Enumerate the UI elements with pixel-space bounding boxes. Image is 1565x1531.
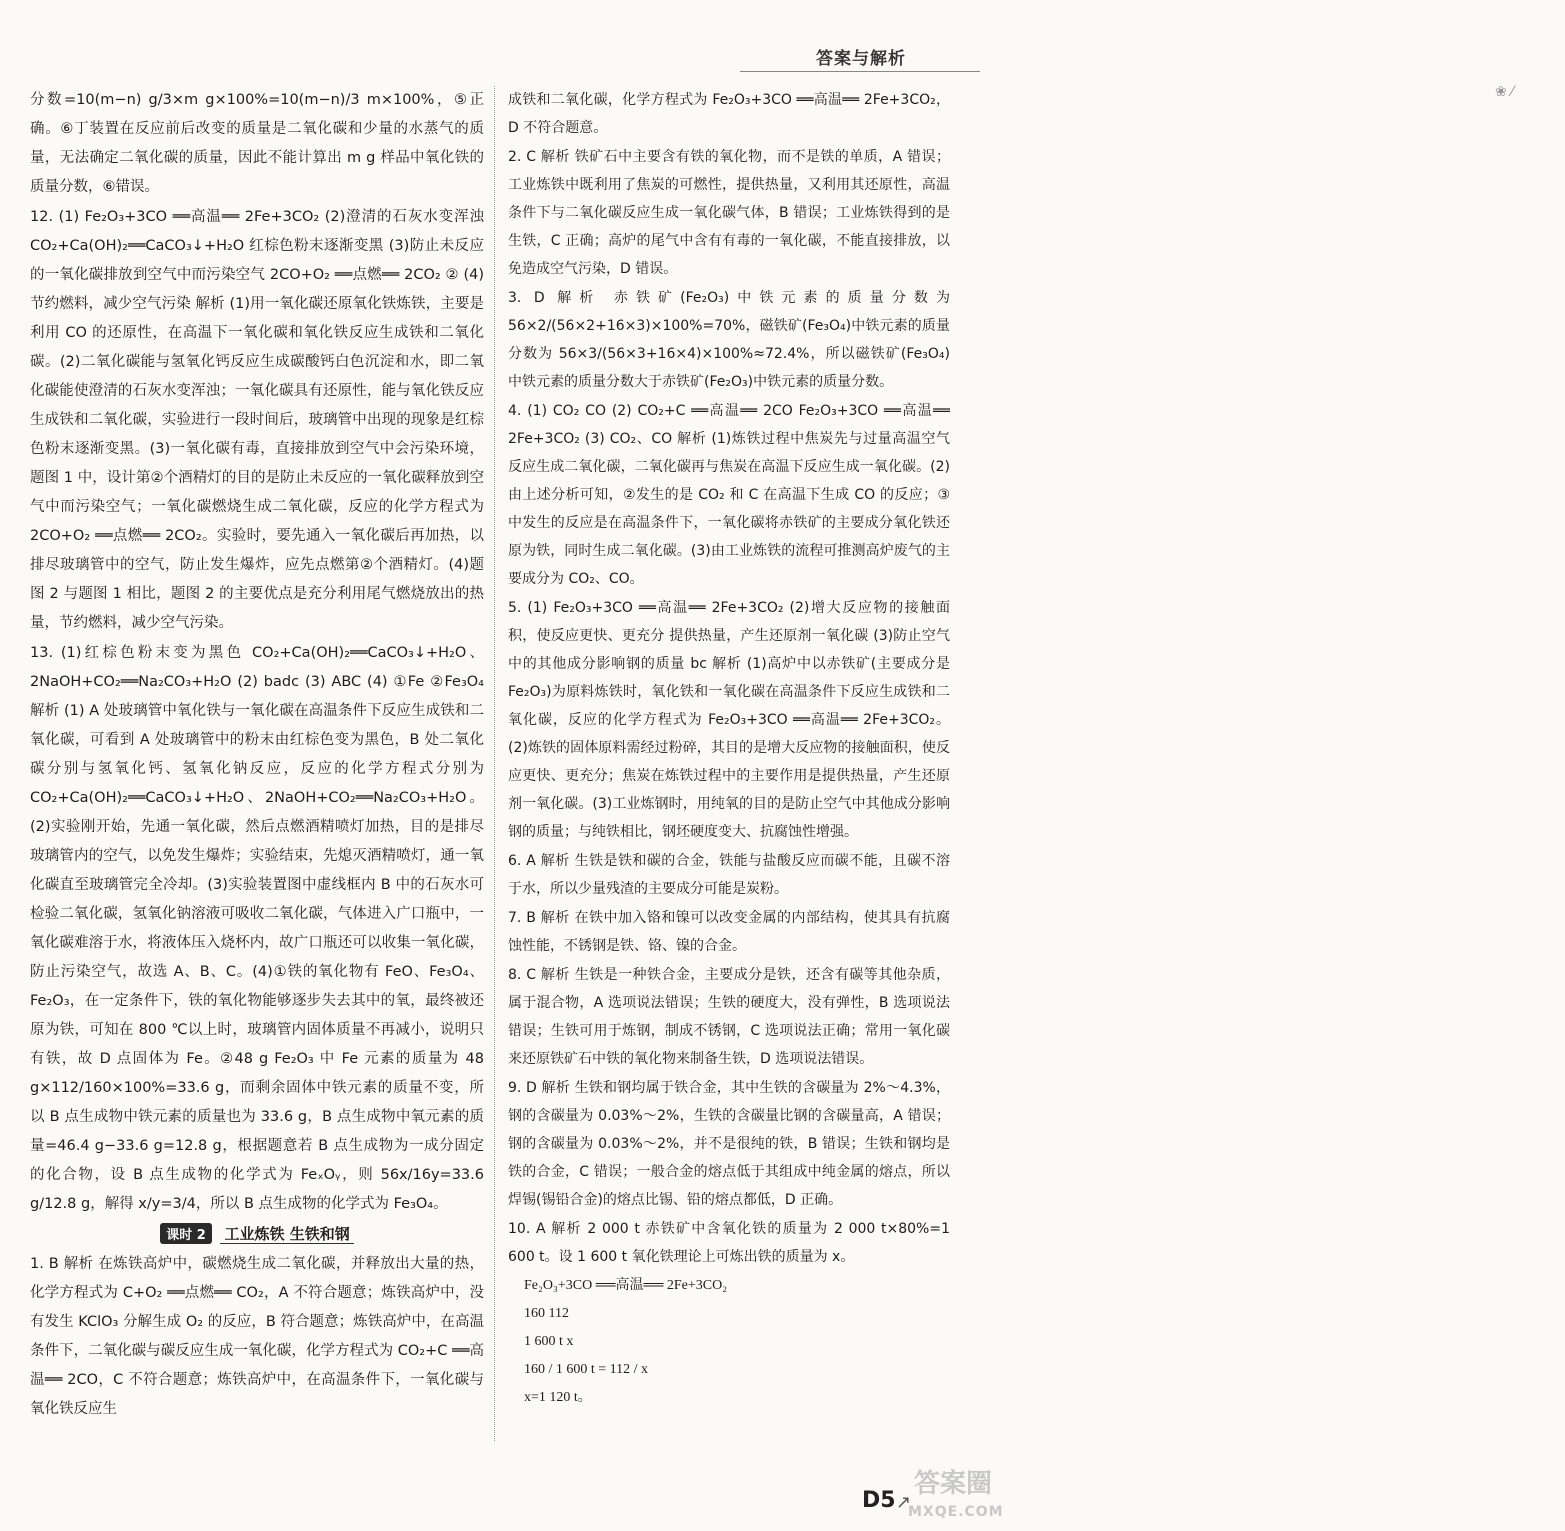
lesson-name: 工业炼铁 生铁和钢 <box>220 1225 353 1244</box>
decoration-icon: ❀ ⁄ <box>1495 84 1514 100</box>
answer-l2-1-tail: 成铁和二氧化碳，化学方程式为 Fe₂O₃+3CO ══高温══ 2Fe+3CO₂，D 不符合题意。 <box>508 92 950 136</box>
header-title: 答案与解析 <box>816 49 906 69</box>
answer-l2-1: 1. B 解析 在炼铁高炉中，碳燃烧生成二氧化碳，并释放出大量的热，化学方程式为 C+O₂ ══点燃══ CO₂，A 不符合题意；炼铁高炉中，没有发生 KClO₃ 分解生成 O₂ 的反应，B 符合题意；炼铁高炉中，在高温条件下，二氧化碳与碳反应生成一氧化碳，化学方程式为 CO₂+C ══高温══ 2CO，C 不符合题意；炼铁高炉中，在高温条件下，一氧化碳与氧化铁反应生 <box>30 1256 484 1417</box>
answer-l2-10: 10. A 解析 2 000 t 赤铁矿中含氧化铁的质量为 2 000 t×80%=1 600 t。设 1 600 t 氧化铁理论上可炼出铁的质量为 x。 <box>508 1221 950 1265</box>
calculation-block <box>524 1272 950 1412</box>
calc-result: x=1 120 t。 <box>524 1390 592 1405</box>
page-corner-icon: ↗ <box>896 1492 912 1513</box>
lesson-heading <box>30 1223 484 1244</box>
calc-proportion: 160 / 1 600 t = 112 / x <box>524 1362 649 1377</box>
watermark-top: 答案圈 <box>913 1469 992 1499</box>
page-number: D5 <box>862 1488 896 1513</box>
calc-equation: Fe₂O₃+3CO ══高温══ 2Fe+3CO₂ <box>524 1278 728 1293</box>
answer-l2-9: 9. D 解析 生铁和钢均属于铁合金，其中生铁的含碳量为 2%～4.3%，钢的含碳量为 0.03%～2%，生铁的含碳量比钢的含碳量高，A 错误；钢的含碳量为 0.03%～2%，并不是很纯的铁，B 错误；生铁和钢均是铁的合金，C 错误；一般合金的熔点低于其组成中纯金属的熔点，所以焊锡(锡铅合金)的熔点比锡、铅的熔点都低，D 正确。 <box>508 1080 950 1208</box>
calc-masses: 1 600 t x <box>524 1334 574 1349</box>
answer-11-tail: 分数=10(m−n) g/3×m g×100%=10(m−n)/3 m×100%，⑤正确。⑥丁装置在反应前后改变的质量是二氧化碳和少量的水蒸气的质量，无法确定二氧化碳的质量，因此不能计算出 m g 样品中氧化铁的质量分数，⑥错误。 <box>30 92 484 195</box>
lesson-badge: 课时 2 <box>160 1223 212 1244</box>
answer-13: 13. (1)红棕色粉末变为黑色 CO₂+Ca(OH)₂══CaCO₃↓+H₂O、2NaOH+CO₂══Na₂CO₃+H₂O (2) badc (3) ABC (4) ①Fe ②Fe₃O₄ 解析 (1) A 处玻璃管中氧化铁与一氧化碳在高温条件下反应生成铁和二氧化碳，可看到 A 处玻璃管中的粉末由红棕色变为黑色，B 处二氧化碳分别与氢氧化钙、氢氧化钠反应，反应的化学方程式分别为 CO₂+Ca(OH)₂══CaCO₃↓+H₂O、2NaOH+CO₂══Na₂CO₃+H₂O。(2)实验刚开始，先通一氧化碳，然后点燃酒精喷灯加热，目的是排尽玻璃管内的空气，以免发生爆炸；实验结束，先熄灭酒精喷灯，通一氧化碳直至玻璃管完全冷却。(3)实验装置图中虚线框内 B 中的石灰水可检验二氧化碳，氢氧化钠溶液可吸收二氧化碳，气体进入广口瓶中，一氧化碳难溶于水，将液体压入烧杯内，故广口瓶还可以收集一氧化碳，防止污染空气，故选 A、B、C。(4)①铁的氧化物有 FeO、Fe₃O₄、Fe₂O₃，在一定条件下，铁的氧化物能够逐步失去其中的氧，最终被还原为铁，可知在 800 ℃以上时，玻璃管内固体质量不再减小，说明只有铁，故 D 点固体为 Fe。②48 g Fe₂O₃ 中 Fe 元素的质量为 48 g×112/160×100%=33.6 g，而剩余固体中铁元素的质量不变，所以 B 点生成物中铁元素的质量也为 33.6 g，B 点生成物中氧元素的质量=46.4 g−33.6 g=12.8 g，根据题意若 B 点生成物为一成分固定的化合物，设 B 点生成物的化学式为 FeₓOᵧ，则 56x/16y=33.6 g/12.8 g，解得 x/y=3/4，所以 B 点生成物的化学式为 Fe₃O₄。 <box>30 645 484 1212</box>
answer-l2-3: 3. D 解析 赤铁矿(Fe₂O₃)中铁元素的质量分数为 56×2/(56×2+16×3)×100%=70%，磁铁矿(Fe₃O₄)中铁元素的质量分数为 56×3/(56×3+16×4)×100%≈72.4%，所以磁铁矿(Fe₃O₄)中铁元素的质量分数大于赤铁矿(Fe₂O₃)中铁元素的质量分数。 <box>508 290 950 390</box>
answer-l2-2: 2. C 解析 铁矿石中主要含有铁的氧化物，而不是铁的单质，A 错误；工业炼铁中既利用了焦炭的可燃性，提供热量，又利用其还原性，高温条件下与二氧化碳反应生成一氧化碳气体，B 错误；工业炼铁得到的是生铁，C 正确；高炉的尾气中含有有毒的一氧化碳，不能直接排放，以免造成空气污染，D 错误。 <box>508 149 950 277</box>
watermark-bottom: MXQE.COM <box>908 1504 1004 1520</box>
column-divider <box>494 86 495 1441</box>
answer-l2-7: 7. B 解析 在铁中加入铬和镍可以改变金属的内部结构，使其具有抗腐蚀性能，不锈钢是铁、铬、镍的合金。 <box>508 910 950 954</box>
header-rule <box>740 71 980 72</box>
answer-l2-8: 8. C 解析 生铁是一种铁合金，主要成分是铁，还含有碳等其他杂质，属于混合物，A 选项说法错误；生铁的硬度大，没有弹性，B 选项说法错误；生铁可用于炼钢，制成不锈钢，C 选项说法正确；常用一氧化碳来还原铁矿石中铁的氧化物来制备生铁，D 选项说法错误。 <box>508 967 950 1067</box>
right-column <box>508 86 950 1441</box>
watermark-logo <box>908 1469 1004 1530</box>
page-header <box>740 40 1514 100</box>
answer-12: 12. (1) Fe₂O₃+3CO ══高温══ 2Fe+3CO₂ (2)澄清的石灰水变浑浊 CO₂+Ca(OH)₂══CaCO₃↓+H₂O 红棕色粉末逐渐变黑 (3)防止未反应的一氧化碳排放到空气中而污染空气 2CO+O₂ ══点燃══ 2CO₂ ② (4)节约燃料，减少空气污染 解析 (1)用一氧化碳还原氧化铁炼铁，主要是利用 CO 的还原性，在高温下一氧化碳和氧化铁反应生成铁和二氧化碳。(2)二氧化碳能与氢氧化钙反应生成碳酸钙白色沉淀和水，即二氧化碳能使澄清的石灰水变浑浊；一氧化碳具有还原性，能与氧化铁反应生成铁和二氧化碳，实验进行一段时间后，玻璃管中出现的现象是红棕色粉末逐渐变黑。(3)一氧化碳有毒，直接排放到空气中会污染环境，题图 1 中，设计第②个酒精灯的目的是防止未反应的一氧化碳释放到空气中而污染空气；一氧化碳燃烧生成二氧化碳，反应的化学方程式为 2CO+O₂ ══点燃══ 2CO₂。实验时，要先通入一氧化碳后再加热，以排尽玻璃管中的空气，防止发生爆炸，应先点燃第②个酒精灯。(4)题图 2 与题图 1 相比，题图 2 的主要优点是充分利用尾气燃烧放出的热量，节约燃料，减少空气污染。 <box>30 209 484 631</box>
answer-l2-4: 4. (1) CO₂ CO (2) CO₂+C ══高温══ 2CO Fe₂O₃+3CO ══高温══ 2Fe+3CO₂ (3) CO₂、CO 解析 (1)炼铁过程中焦炭先与过量高温空气反应生成二氧化碳，二氧化碳再与焦炭在高温下反应生成一氧化碳。(2)由上述分析可知，②发生的是 CO₂ 和 C 在高温下生成 CO 的反应；③中发生的反应是在高温条件下，一氧化碳将赤铁矿的主要成分氧化铁还原为铁，同时生成二氧化碳。(3)由工业炼铁的流程可推测高炉废气的主要成分为 CO₂、CO。 <box>508 403 950 587</box>
answer-l2-5: 5. (1) Fe₂O₃+3CO ══高温══ 2Fe+3CO₂ (2)增大反应物的接触面积，使反应更快、更充分 提供热量，产生还原剂一氧化碳 (3)防止空气中的其他成分影响钢的质量 bc 解析 (1)高炉中以赤铁矿(主要成分是 Fe₂O₃)为原料炼铁时，氧化铁和一氧化碳在高温条件下反应生成铁和二氧化碳，反应的化学方程式为 Fe₂O₃+3CO ══高温══ 2Fe+3CO₂。(2)炼铁的固体原料需经过粉碎，其目的是增大反应物的接触面积，使反应更快、更充分；焦炭在炼铁过程中的主要作用是提供热量，产生还原剂一氧化碳。(3)工业炼钢时，用纯氧的目的是防止空气中其他成分影响钢的质量；与纯铁相比，钢坯硬度变大、抗腐蚀性增强。 <box>508 600 950 840</box>
calc-molar-mass: 160 112 <box>524 1306 569 1321</box>
left-column <box>30 86 484 1441</box>
answer-l2-6: 6. A 解析 生铁是铁和碳的合金，铁能与盐酸反应而碳不能，且碳不溶于水，所以少量残渣的主要成分可能是炭粉。 <box>508 853 950 897</box>
